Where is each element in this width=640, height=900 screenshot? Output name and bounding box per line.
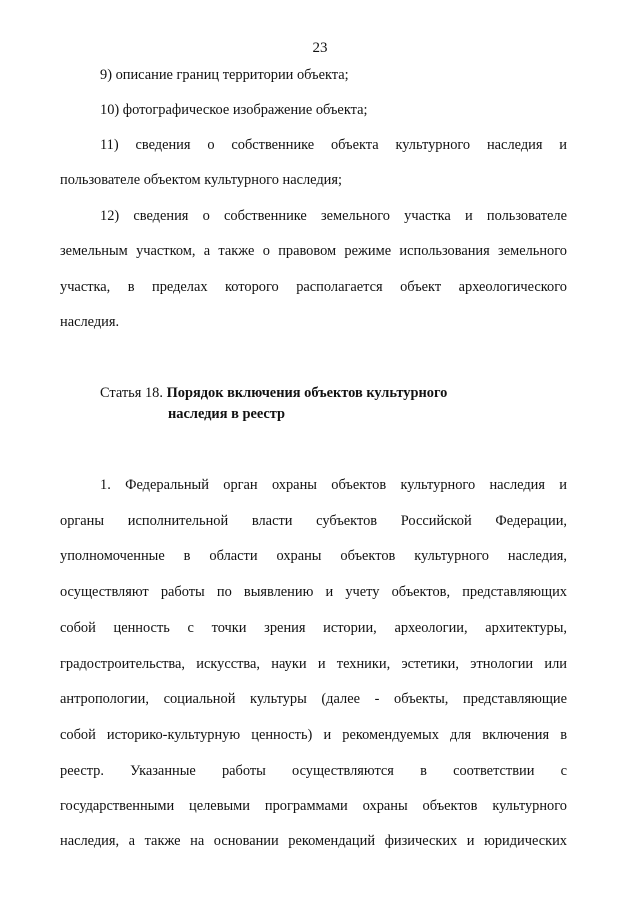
paragraph-1-line-8: собой историко-культурную ценность) и рекомендуемых для включения в: [60, 727, 567, 743]
list-item-12-line-1: 12) сведения о собственнике земельного участка и пользователе: [100, 208, 567, 224]
list-item-12-line-4: наследия.: [60, 314, 120, 330]
article-number: Статья 18.: [100, 385, 163, 401]
paragraph-1-line-11: наследия, а также на основании рекомендаций физических и юридических: [60, 833, 567, 849]
paragraph-1-line-9: реестр. Указанные работы осуществляются в соответствии с: [60, 763, 567, 779]
paragraph-1-line-2: органы исполнительной власти субъектов Российской Федерации,: [60, 513, 567, 529]
paragraph-1-line-5: собой ценность с точки зрения истории, археологии, архитектуры,: [60, 620, 567, 636]
article-title-line-1: Порядок включения объектов культурного: [166, 385, 448, 401]
list-item-12-line-2: земельным участком, а также о правовом режиме использования земельного: [60, 243, 567, 259]
page-number: 23: [312, 40, 328, 56]
paragraph-1-line-4: осуществляют работы по выявлению и учету объектов, представляющих: [60, 584, 567, 600]
article-title-line-2: наследия в реестр: [168, 406, 286, 422]
article-heading: [100, 383, 447, 425]
paragraph-1-line-3: уполномоченные в области охраны объектов культурного наследия,: [60, 548, 567, 564]
paragraph-1-line-10: государственными целевыми программами охраны объектов культурного: [60, 798, 567, 814]
list-item-12-line-3: участка, в пределах которого располагается объект археологического: [60, 279, 567, 295]
paragraph-1-line-6: градостроительства, искусства, науки и техники, эстетики, этнологии или: [60, 656, 567, 672]
paragraph-1-line-1: 1. Федеральный орган охраны объектов культурного наследия и: [100, 477, 567, 493]
paragraph-1-line-7: антропологии, социальной культуры (далее - объекты, представляющие: [60, 691, 567, 707]
list-item-11-line-2: пользователе объектом культурного наследия;: [60, 172, 342, 188]
list-item-11-line-1: 11) сведения о собственнике объекта культурного наследия и: [100, 137, 567, 153]
list-item-9: 9) описание границ территории объекта;: [100, 67, 349, 83]
list-item-10: 10) фотографическое изображение объекта;: [100, 102, 368, 118]
